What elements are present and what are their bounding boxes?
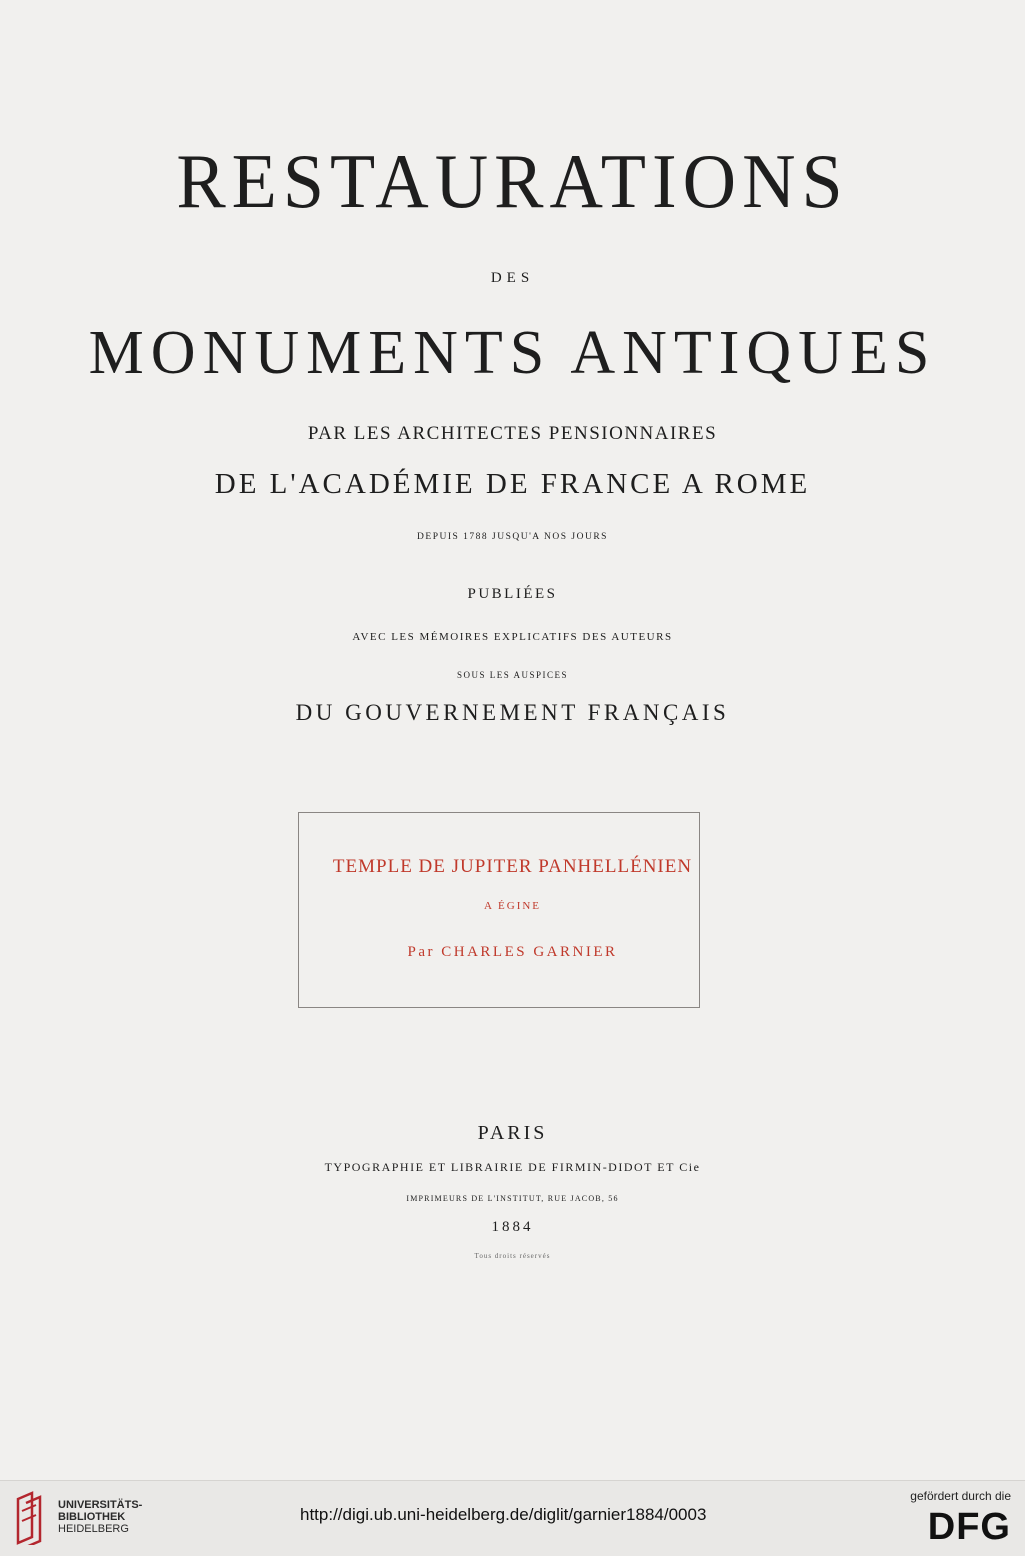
imprint-publisher: TYPOGRAPHIE ET LIBRAIRIE DE FIRMIN-DIDOT ET Cie <box>324 1160 701 1174</box>
title-line-monuments: MONUMENTS ANTIQUES <box>88 319 937 387</box>
viewer-footer <box>0 1480 1025 1556</box>
title-line-des: DES <box>490 270 535 286</box>
title-line-restaurations: RESTAURATIONS <box>176 138 849 226</box>
volume-title: TEMPLE DE JUPITER PANHELLÉNIEN <box>332 856 693 877</box>
imprint-city: PARIS <box>477 1122 548 1144</box>
title-line-memoires: AVEC LES MÉMOIRES EXPLICATIFS DES AUTEURS <box>352 631 673 643</box>
title-line-architects: PAR LES ARCHITECTES PENSIONNAIRES <box>307 423 718 444</box>
volume-author: Par CHARLES GARNIER <box>407 944 618 960</box>
funding-caption: gefördert durch die <box>910 1489 1011 1503</box>
imprint-rights: Tous droits réservés <box>474 1252 551 1260</box>
title-line-academy: DE L'ACADÉMIE DE FRANCE A ROME <box>214 468 811 500</box>
library-name-line2: BIBLIOTHEK <box>58 1511 126 1523</box>
permalink-url[interactable]: http://digi.ub.uni-heidelberg.de/diglit/garnier1884/0003 <box>300 1505 707 1524</box>
library-name-line1: UNIVERSITÄTS- <box>58 1499 143 1511</box>
imprint-printer: IMPRIMEURS DE L'INSTITUT, RUE JACOB, 56 <box>406 1194 619 1203</box>
dfg-logo[interactable]: DFG <box>927 1506 1011 1548</box>
title-line-gouvernement: DU GOUVERNEMENT FRANÇAIS <box>295 700 730 725</box>
library-name-line3: HEIDELBERG <box>58 1523 129 1535</box>
imprint-year: 1884 <box>491 1219 534 1235</box>
title-line-dates: DEPUIS 1788 JUSQU'A NOS JOURS <box>417 532 608 542</box>
volume-place: A ÉGINE <box>483 900 542 912</box>
title-line-auspices: SOUS LES AUSPICES <box>456 670 569 680</box>
university-library-logo-icon[interactable] <box>12 1491 52 1545</box>
library-name[interactable] <box>58 1499 142 1535</box>
title-line-publiees: PUBLIÉES <box>467 586 558 602</box>
